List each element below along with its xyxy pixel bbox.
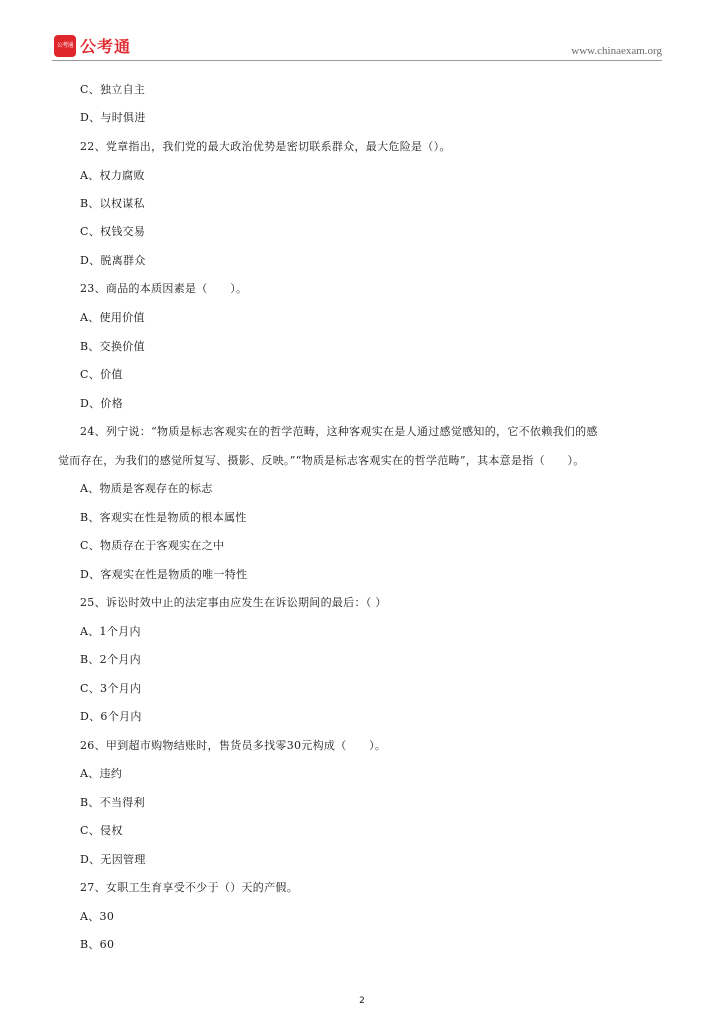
text-line: A、违约 — [80, 767, 123, 780]
page-number: 2 — [359, 996, 365, 1006]
text-line: A、权力腐败 — [80, 169, 145, 182]
text-line: B、客观实在性是物质的根本属性 — [80, 511, 247, 524]
question-line: 26、甲到超市购物结账时，售货员多找零30元构成（ ）。 — [80, 739, 387, 752]
text-line: A、30 — [80, 910, 115, 923]
page-header — [52, 30, 662, 61]
text-line: C、价值 — [80, 368, 123, 381]
text-line: C、物质存在于客观实在之中 — [80, 539, 225, 552]
text-line: D、价格 — [80, 397, 124, 410]
text-line: A、物质是客观存在的标志 — [80, 482, 213, 495]
text-line: D、客观实在性是物质的唯一特性 — [80, 568, 248, 581]
logo-badge-icon: 公考通 — [54, 35, 76, 57]
text-line: D、脱离群众 — [80, 254, 146, 267]
text-line: D、6个月内 — [80, 710, 142, 723]
question-line: 23、商品的本质因素是（ ）。 — [80, 282, 248, 295]
text-line: A、使用价值 — [80, 311, 145, 324]
text-line: B、以权谋私 — [80, 197, 145, 210]
text-line: C、独立自主 — [80, 83, 146, 96]
text-line: B、不当得利 — [80, 796, 145, 809]
question-line: 24、列宁说：“物质是标志客观实在的哲学范畴，这种客观实在是人通过感觉感知的，它不依赖我们的感 — [80, 425, 598, 438]
text-line: D、与时俱进 — [80, 111, 146, 124]
question-line: 27、女职工生育享受不少于（）天的产假。 — [80, 881, 298, 894]
logo — [54, 34, 131, 57]
text-line: A、1个月内 — [80, 625, 141, 638]
text-line: D、无因管理 — [80, 853, 146, 866]
question-line: 25、诉讼时效中止的法定事由应发生在诉讼期间的最后：（ ） — [80, 596, 387, 609]
text-line: B、交换价值 — [80, 340, 145, 353]
text-line: C、权钱交易 — [80, 225, 146, 238]
site-url: www.chinaexam.org — [571, 45, 662, 57]
text-line: B、60 — [80, 938, 115, 951]
logo-text: 公考通 — [80, 37, 132, 56]
question-line: 22、党章指出，我们党的最大政治优势是密切联系群众，最大危险是（）。 — [80, 140, 451, 153]
text-line: B、2个月内 — [80, 653, 141, 666]
text-line: C、侵权 — [80, 824, 123, 837]
text-line: 觉而存在，为我们的感觉所复写、摄影、反映。”“物质是标志客观实在的哲学范畴”，其本意是指（ ）。 — [58, 454, 585, 467]
text-line: C、3个月内 — [80, 682, 142, 695]
